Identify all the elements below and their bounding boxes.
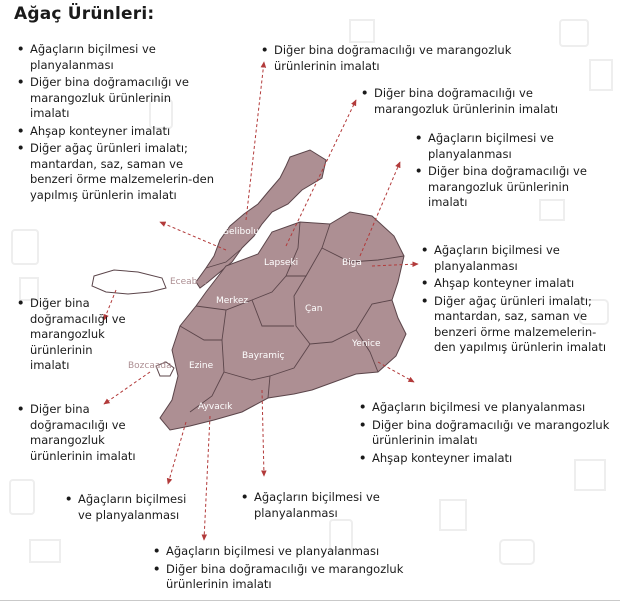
list-item: • Ağaçların biçilmesi ve planyalanması bbox=[14, 42, 214, 73]
block-right-lower bbox=[356, 400, 612, 468]
label-biga: Biga bbox=[342, 258, 362, 268]
list-item: • Diğer bina doğramacılığı ve marangozluk ürünlerinin imalatı bbox=[14, 296, 126, 374]
list-item: • Ağaçların biçilmesi ve planyalanması bbox=[412, 131, 608, 162]
label-can: Çan bbox=[305, 304, 323, 314]
list-item: • Diğer ağaç ürünleri imalatı; mantardan, saz, saman ve benzeri örme malzemelerin-den yapılmış ürünlerin imalatı bbox=[14, 141, 214, 203]
block-top-right-1 bbox=[358, 86, 608, 119]
label-ayvacik: Ayvacık bbox=[198, 402, 233, 412]
list-item: • Diğer bina doğramacılığı ve marangozluk ürünlerinin imalatı bbox=[150, 562, 410, 593]
list-item: • Diğer bina doğramacılığı ve marangozluk ürünlerinin imalatı bbox=[14, 402, 156, 464]
list-item: • Ahşap konteyner imalatı bbox=[356, 451, 612, 467]
list-item: • Ağaçların biçilmesi ve planyalanması bbox=[356, 400, 612, 416]
block-top-right-2 bbox=[412, 131, 608, 213]
region-mainland bbox=[160, 212, 406, 430]
arrow-yenice-right bbox=[378, 362, 414, 382]
list-item: • Diğer bina doğramacılığı ve marangozluk ürünlerinin imalatı bbox=[14, 75, 214, 122]
label-bozcaada: Bozcaada bbox=[128, 361, 172, 371]
bottom-divider bbox=[0, 600, 620, 601]
label-lapseki: Lapseki bbox=[264, 258, 299, 268]
block-bottom bbox=[150, 544, 410, 595]
block-left-lower bbox=[14, 402, 156, 466]
list-item: • Ağaçların biçilmesi ve planyalanması bbox=[418, 243, 614, 274]
list-item: • Diğer bina doğramacılığı ve marangozluk ürünlerinin imalatı bbox=[258, 43, 558, 74]
block-top-left bbox=[14, 42, 214, 205]
list-item: • Diğer bina doğramacılığı ve marangozluk ürünlerinin imalatı bbox=[358, 86, 608, 117]
label-gelibolu: Gelibolu bbox=[222, 227, 259, 237]
page-title: Ağaç Ürünleri: bbox=[14, 4, 155, 24]
arrow-bayramic-bottom bbox=[262, 390, 264, 476]
block-bottom-left bbox=[62, 492, 190, 525]
block-bottom-center bbox=[238, 490, 404, 523]
block-right-middle bbox=[418, 243, 614, 358]
list-item: • Diğer ağaç ürünleri imalatı; mantardan, saz, saman ve benzeri örme malzemelerin-den yapılmış ürünlerin imalatı bbox=[418, 294, 614, 356]
list-item: • Ahşap konteyner imalatı bbox=[14, 124, 214, 140]
list-item: • Diğer bina doğramacılığı ve marangozluk ürünlerinin imalatı bbox=[412, 164, 608, 211]
arrow-gelibolu-top bbox=[246, 62, 264, 220]
arrow-ayvacik-bottom bbox=[204, 416, 210, 540]
arrow-bozcaada-left bbox=[104, 372, 150, 404]
label-merkez: Merkez bbox=[216, 296, 249, 306]
list-item: • Ağaçların biçilmesi ve planyalanması bbox=[62, 492, 190, 523]
block-left-middle bbox=[14, 296, 126, 376]
arrow-ayvacik-bottomleft bbox=[168, 422, 186, 484]
label-yenice: Yenice bbox=[352, 339, 381, 349]
list-item: • Ağaçların biçilmesi ve planyalanması bbox=[150, 544, 410, 560]
arrow-gelibolu-left bbox=[160, 222, 226, 250]
list-item: • Diğer bina doğramacılığı ve marangozluk ürünlerinin imalatı bbox=[356, 418, 612, 449]
label-eceabat: Eceabat bbox=[170, 277, 207, 287]
list-item: • Ağaçların biçilmesi ve planyalanması bbox=[238, 490, 404, 521]
label-ezine: Ezine bbox=[189, 361, 214, 371]
list-item: • Ahşap konteyner imalatı bbox=[418, 276, 614, 292]
island-gokceada bbox=[92, 270, 166, 294]
block-top-center bbox=[258, 43, 558, 76]
label-bayramic: Bayramiç bbox=[242, 351, 285, 361]
